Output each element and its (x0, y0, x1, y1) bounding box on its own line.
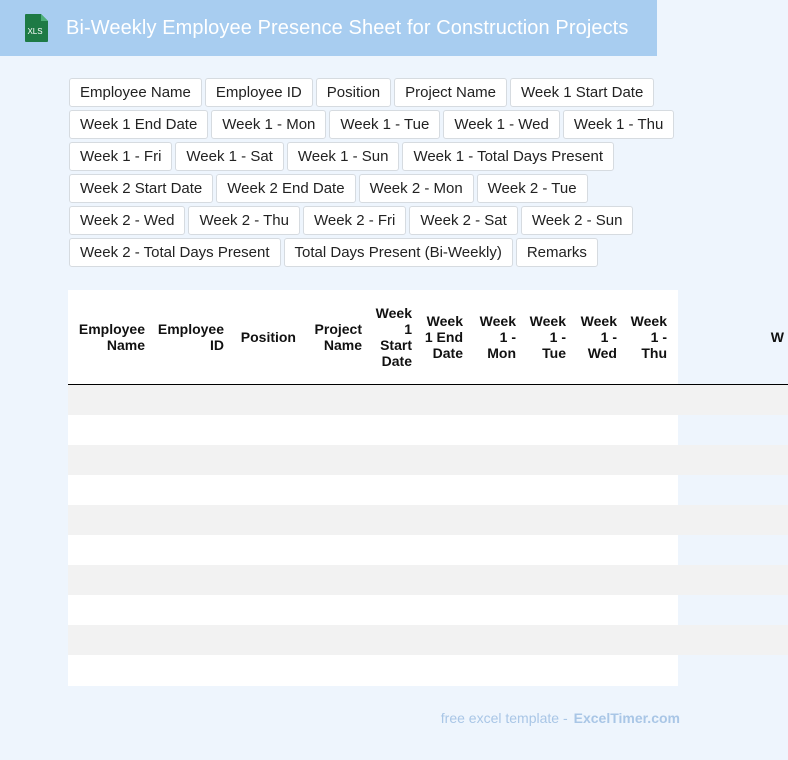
table-header-row (68, 290, 788, 385)
table-cell[interactable] (621, 565, 671, 595)
table-cell[interactable] (228, 655, 300, 685)
spreadsheet-file-icon (22, 13, 50, 43)
table-cell[interactable] (520, 385, 570, 416)
table-cell[interactable] (621, 505, 671, 535)
field-chip[interactable]: Week 1 - Wed (443, 110, 559, 139)
column-header[interactable]: Week 1 Start Date (366, 290, 416, 385)
table-cell[interactable] (366, 475, 416, 505)
table-cell[interactable] (520, 445, 570, 475)
table-cell[interactable] (416, 535, 467, 565)
column-header[interactable]: Week 1 - Thu (621, 290, 671, 385)
field-chip[interactable]: Project Name (394, 78, 507, 107)
table-cell[interactable] (68, 565, 149, 595)
table-cell[interactable] (68, 505, 149, 535)
table-cell[interactable] (68, 595, 149, 625)
table-cell[interactable] (149, 565, 228, 595)
table-cell[interactable] (416, 415, 467, 445)
table-cell[interactable] (68, 415, 149, 445)
table-cell[interactable] (300, 415, 366, 445)
column-header[interactable]: Week 1 - Wed (570, 290, 621, 385)
field-chip[interactable]: Week 2 - Total Days Present (69, 238, 281, 267)
table-cell[interactable] (149, 505, 228, 535)
table-row (68, 625, 788, 655)
field-chip[interactable]: Total Days Present (Bi-Weekly) (284, 238, 513, 267)
table-row (68, 415, 788, 445)
presence-table (68, 290, 788, 685)
xls-icon-label: XLS (27, 27, 43, 36)
table-cell[interactable] (149, 445, 228, 475)
table-cell[interactable] (300, 565, 366, 595)
table-cell[interactable] (300, 505, 366, 535)
table-cell[interactable] (366, 415, 416, 445)
table-cell[interactable] (621, 415, 671, 445)
table-cell[interactable] (149, 595, 228, 625)
field-chip[interactable]: Week 1 - Thu (563, 110, 675, 139)
column-header[interactable]: Position (228, 290, 300, 385)
table-cell[interactable] (621, 445, 671, 475)
field-chip[interactable]: Week 2 - Wed (69, 206, 185, 235)
table-cell[interactable] (149, 535, 228, 565)
field-chip[interactable]: Week 1 - Mon (211, 110, 326, 139)
table-cell[interactable] (149, 625, 228, 655)
table-cell[interactable] (520, 625, 570, 655)
table-cell[interactable] (467, 625, 520, 655)
table-cell[interactable] (68, 625, 149, 655)
table-cell[interactable] (416, 385, 467, 416)
table-cell[interactable] (467, 505, 520, 535)
table-cell[interactable] (570, 595, 621, 625)
table-cell[interactable] (520, 535, 570, 565)
field-chip[interactable]: Week 2 - Sun (521, 206, 634, 235)
table-cell[interactable] (467, 655, 520, 685)
table-cell[interactable] (520, 565, 570, 595)
table-cell[interactable] (68, 385, 149, 416)
table-cell[interactable] (366, 595, 416, 625)
table-cell[interactable] (416, 565, 467, 595)
field-chip[interactable]: Week 1 - Tue (329, 110, 440, 139)
field-chip[interactable]: Week 1 - Fri (69, 142, 172, 171)
field-chip[interactable]: Remarks (516, 238, 598, 267)
table-cell[interactable] (416, 475, 467, 505)
table-cell[interactable] (366, 505, 416, 535)
table-cell[interactable] (671, 625, 788, 655)
field-chip[interactable]: Week 2 - Thu (188, 206, 300, 235)
table-cell[interactable] (68, 475, 149, 505)
table-cell[interactable] (149, 385, 228, 416)
table-cell[interactable] (570, 535, 621, 565)
table-body (68, 385, 788, 686)
table-cell[interactable] (416, 445, 467, 475)
table-row (68, 535, 788, 565)
table-row (68, 655, 788, 685)
table-cell[interactable] (671, 535, 788, 565)
table-cell[interactable] (570, 475, 621, 505)
column-header[interactable]: Project Name (300, 290, 366, 385)
table-cell[interactable] (300, 535, 366, 565)
table-cell[interactable] (467, 535, 520, 565)
table-cell[interactable] (300, 655, 366, 685)
column-header[interactable]: Week 1 - Mon (467, 290, 520, 385)
field-chip[interactable]: Week 2 - Mon (359, 174, 474, 203)
table-cell[interactable] (621, 475, 671, 505)
table-cell[interactable] (228, 385, 300, 416)
table-cell[interactable] (621, 625, 671, 655)
table-cell[interactable] (671, 595, 788, 625)
table-cell[interactable] (366, 535, 416, 565)
table-cell[interactable] (228, 445, 300, 475)
column-header[interactable]: Week 1 End Date (416, 290, 467, 385)
column-header[interactable]: Week 1 - Tue (520, 290, 570, 385)
table-cell[interactable] (366, 385, 416, 416)
field-chip[interactable]: Week 1 End Date (69, 110, 208, 139)
table-cell[interactable] (520, 505, 570, 535)
table-cell[interactable] (467, 415, 520, 445)
table-cell[interactable] (300, 595, 366, 625)
table-cell[interactable] (467, 385, 520, 416)
field-chip[interactable]: Employee Name (69, 78, 202, 107)
table-cell[interactable] (149, 475, 228, 505)
field-chip[interactable]: Week 2 End Date (216, 174, 355, 203)
column-header[interactable]: Employee Name (68, 290, 149, 385)
table-cell[interactable] (671, 565, 788, 595)
field-chip[interactable]: Week 2 - Sat (409, 206, 517, 235)
table-cell[interactable] (467, 475, 520, 505)
table-cell[interactable] (621, 655, 671, 685)
field-chip[interactable]: Week 2 - Fri (303, 206, 406, 235)
table-cell[interactable] (570, 385, 621, 416)
table-cell[interactable] (570, 655, 621, 685)
table-row (68, 385, 788, 416)
page-title: Bi-Weekly Employee Presence Sheet for Construction Projects (66, 16, 629, 39)
table-cell[interactable] (520, 595, 570, 625)
data-table-wrapper (68, 290, 784, 686)
table-row (68, 595, 788, 625)
table-cell[interactable] (671, 505, 788, 535)
table-cell[interactable] (671, 445, 788, 475)
table-cell[interactable] (149, 655, 228, 685)
table-cell[interactable] (520, 415, 570, 445)
title-bar (0, 0, 657, 56)
table-cell[interactable] (467, 595, 520, 625)
table-cell[interactable] (671, 385, 788, 416)
table-cell[interactable] (149, 415, 228, 445)
table-row (68, 505, 788, 535)
table-cell[interactable] (570, 625, 621, 655)
table-cell[interactable] (68, 535, 149, 565)
field-chip[interactable]: Week 1 - Sun (287, 142, 400, 171)
column-header[interactable]: Employee ID (149, 290, 228, 385)
table-cell[interactable] (366, 445, 416, 475)
table-cell[interactable] (621, 595, 671, 625)
table-row (68, 565, 788, 595)
table-cell[interactable] (300, 385, 366, 416)
footer-brand-link[interactable]: ExcelTimer.com (573, 710, 680, 726)
table-cell[interactable] (416, 655, 467, 685)
table-cell[interactable] (228, 415, 300, 445)
table-cell[interactable] (300, 445, 366, 475)
table-cell[interactable] (416, 625, 467, 655)
footer-text: free excel template - (440, 710, 568, 726)
table-cell[interactable] (621, 385, 671, 416)
footer (441, 710, 680, 726)
table-cell[interactable] (366, 625, 416, 655)
table-cell[interactable] (570, 445, 621, 475)
table-cell[interactable] (520, 655, 570, 685)
field-chip[interactable]: Week 1 - Total Days Present (402, 142, 614, 171)
table-cell[interactable] (467, 445, 520, 475)
table-cell[interactable] (570, 565, 621, 595)
field-chip[interactable]: Week 2 Start Date (69, 174, 213, 203)
field-chip[interactable]: Week 2 - Tue (477, 174, 588, 203)
table-cell[interactable] (467, 565, 520, 595)
table-cell[interactable] (671, 415, 788, 445)
table-cell[interactable] (366, 655, 416, 685)
table-cell[interactable] (416, 505, 467, 535)
table-cell[interactable] (366, 565, 416, 595)
table-cell[interactable] (228, 565, 300, 595)
table-cell[interactable] (228, 625, 300, 655)
table-cell[interactable] (621, 535, 671, 565)
field-chip[interactable]: Employee ID (205, 78, 313, 107)
table-row (68, 475, 788, 505)
field-chip[interactable]: Position (316, 78, 391, 107)
table-cell[interactable] (228, 595, 300, 625)
table-cell[interactable] (228, 475, 300, 505)
table-cell[interactable] (228, 535, 300, 565)
table-cell[interactable] (228, 505, 300, 535)
table-cell[interactable] (671, 655, 788, 685)
table-cell[interactable] (300, 625, 366, 655)
table-cell[interactable] (570, 415, 621, 445)
field-chip[interactable]: Week 1 Start Date (510, 78, 654, 107)
table-cell[interactable] (68, 655, 149, 685)
table-row (68, 445, 788, 475)
table-cell[interactable] (671, 475, 788, 505)
table-cell[interactable] (520, 475, 570, 505)
table-cell[interactable] (416, 595, 467, 625)
table-cell[interactable] (68, 445, 149, 475)
table-cell[interactable] (570, 505, 621, 535)
table-cell[interactable] (300, 475, 366, 505)
field-list (69, 78, 691, 267)
field-chip[interactable]: Week 1 - Sat (175, 142, 283, 171)
column-header[interactable]: W (671, 290, 788, 385)
